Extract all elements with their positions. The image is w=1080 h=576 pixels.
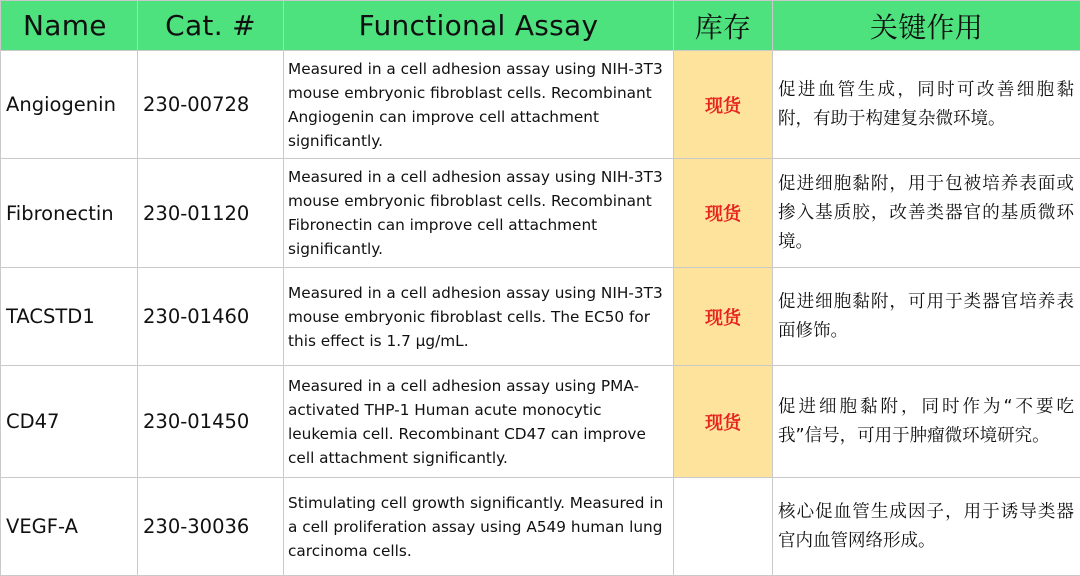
row-role: 促进细胞黏附，可用于类器官培养表面修饰。 — [773, 268, 1080, 366]
row-stock-badge: 现货 — [674, 159, 773, 268]
table-row — [1, 159, 1080, 268]
row-name: CD47 — [1, 366, 138, 478]
row-cat: 230-01460 — [138, 268, 284, 366]
row-assay: Measured in a cell adhesion assay using NIH-3T3 mouse embryonic fibroblast cells. Recombinant Fibronectin can improve cell attachment significantly. — [284, 159, 674, 268]
table-row — [1, 366, 1080, 478]
row-cat: 230-30036 — [138, 478, 284, 576]
row-name: VEGF-A — [1, 478, 138, 576]
row-role: 促进细胞黏附，同时作为“不要吃我”信号，可用于肿瘤微环境研究。 — [773, 366, 1080, 478]
header-stock: 库存 — [674, 1, 773, 51]
row-assay: Measured in a cell adhesion assay using PMA-activated THP-1 Human acute monocytic leukemia cell. Recombinant CD47 can improve cell attachment significantly. — [284, 366, 674, 478]
row-stock-badge: 现货 — [674, 366, 773, 478]
header-name: Name — [1, 1, 138, 51]
row-stock-empty — [674, 478, 773, 576]
row-assay: Stimulating cell growth significantly. Measured in a cell proliferation assay using A549 human lung carcinoma cells. — [284, 478, 674, 576]
table-row — [1, 478, 1080, 576]
header-role: 关键作用 — [773, 1, 1080, 51]
row-name: Angiogenin — [1, 51, 138, 159]
row-assay: Measured in a cell adhesion assay using NIH-3T3 mouse embryonic fibroblast cells. Recombinant Angiogenin can improve cell attachment significantly. — [284, 51, 674, 159]
row-role: 促进细胞黏附，用于包被培养表面或掺入基质胶，改善类器官的基质微环境。 — [773, 159, 1080, 268]
row-name: Fibronectin — [1, 159, 138, 268]
row-stock-badge: 现货 — [674, 268, 773, 366]
row-cat: 230-01120 — [138, 159, 284, 268]
row-role: 促进血管生成，同时可改善细胞黏附，有助于构建复杂微环境。 — [773, 51, 1080, 159]
row-name: TACSTD1 — [1, 268, 138, 366]
row-role: 核心促血管生成因子，用于诱导类器官内血管网络形成。 — [773, 478, 1080, 576]
header-assay: Functional Assay — [284, 1, 674, 51]
table-row — [1, 51, 1080, 159]
header-cat: Cat. # — [138, 1, 284, 51]
table-row — [1, 268, 1080, 366]
table-header-row — [1, 1, 1080, 51]
row-cat: 230-01450 — [138, 366, 284, 478]
row-stock-badge: 现货 — [674, 51, 773, 159]
row-cat: 230-00728 — [138, 51, 284, 159]
row-assay: Measured in a cell adhesion assay using NIH-3T3 mouse embryonic fibroblast cells. The EC50 for this effect is 1.7 μg/mL. — [284, 268, 674, 366]
